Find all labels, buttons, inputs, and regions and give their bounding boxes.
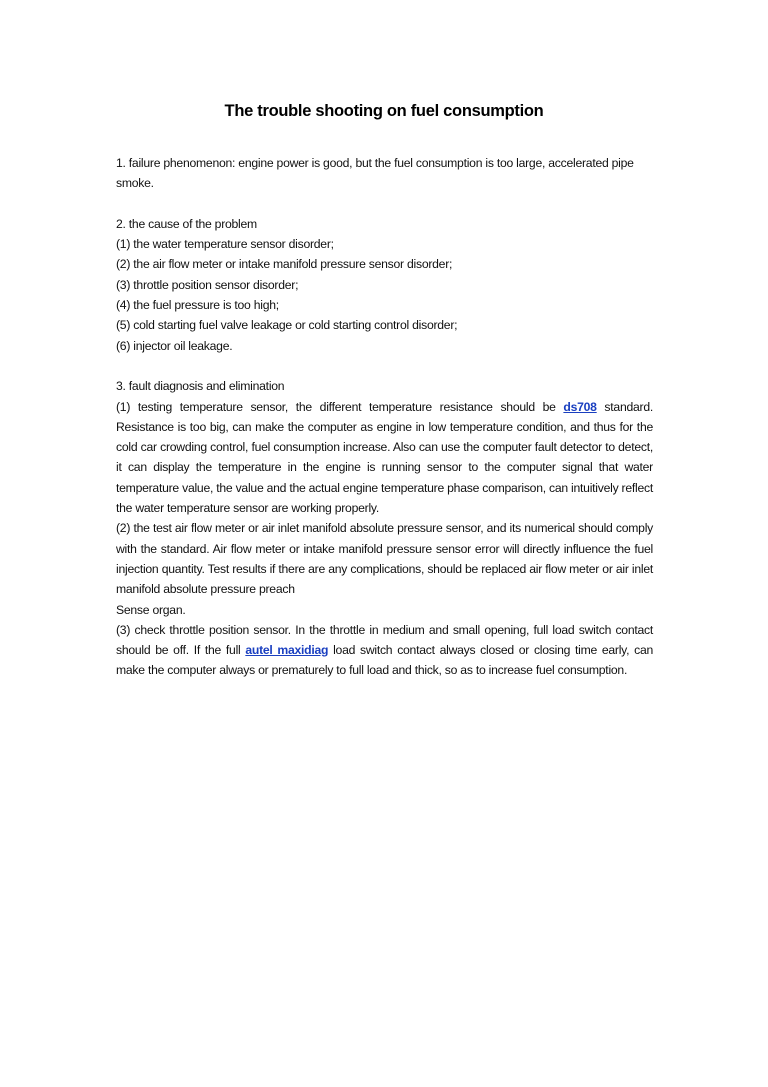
diagnosis-paragraph-2-continued: Sense organ. [116, 602, 186, 617]
paragraph-spacer [116, 194, 653, 214]
diagnosis-p1-text-end: standard. Resistance is too big, can make the computer as engine in low temperature condition, and thus for the cold car crowding control, fuel consumption increase. Also can use the computer fault detector to detect, it can display the temperature in the engine is running sensor to the computer signal that water temperature value, the value and the actual engine temperature phase comparison, can intuitively reflect the water temperature sensor are working properly. [116, 399, 654, 516]
diagnosis-paragraph-2: (2) the test air flow meter or air inlet manifold absolute pressure sensor, and its numerical should comply with the standard. Air flow meter or intake manifold pressure sensor error will directly influence the fuel injection quantity. Test results if there are any complications, should be replaced air flow meter or air inlet manifold absolute pressure preach [116, 521, 653, 597]
diagnosis-heading: 3. fault diagnosis and elimination [116, 379, 285, 394]
paragraph-spacer [116, 356, 653, 376]
diagnosis-paragraph-1 [116, 397, 653, 519]
cause-item-3: (3) throttle position sensor disorder; [116, 277, 299, 292]
autel-maxidiag-link[interactable]: autel maxidiag [245, 643, 329, 658]
failure-phenomenon-paragraph: 1. failure phenomenon: engine power is good, but the fuel consumption is too large, accelerated pipe smoke. [116, 156, 634, 191]
diagnosis-p3-text-start: (3) check throttle position sensor. In the throttle in medium and small opening, full load switch contact should be off. If the full [116, 622, 653, 658]
diagnosis-p3-text-end: load switch contact always closed or closing time early, can make the computer always or prematurely to full load and thick, so as to increase fuel consumption. [116, 643, 654, 678]
diagnosis-paragraph-3 [116, 620, 653, 681]
ds708-link[interactable]: ds708 [563, 399, 597, 414]
cause-item-2: (2) the air flow meter or intake manifold pressure sensor disorder; [116, 257, 453, 272]
diagnosis-p1-text-start: (1) testing temperature sensor, the different temperature resistance should be [116, 399, 564, 414]
cause-item-4: (4) the fuel pressure is too high; [116, 298, 279, 313]
cause-heading: 2. the cause of the problem [116, 216, 257, 231]
cause-item-5: (5) cold starting fuel valve leakage or cold starting control disorder; [116, 318, 458, 333]
document-body [116, 153, 653, 681]
cause-item-6: (6) injector oil leakage. [116, 338, 233, 353]
document-title: The trouble shooting on fuel consumption [224, 102, 544, 120]
cause-item-1: (1) the water temperature sensor disorder; [116, 237, 334, 252]
